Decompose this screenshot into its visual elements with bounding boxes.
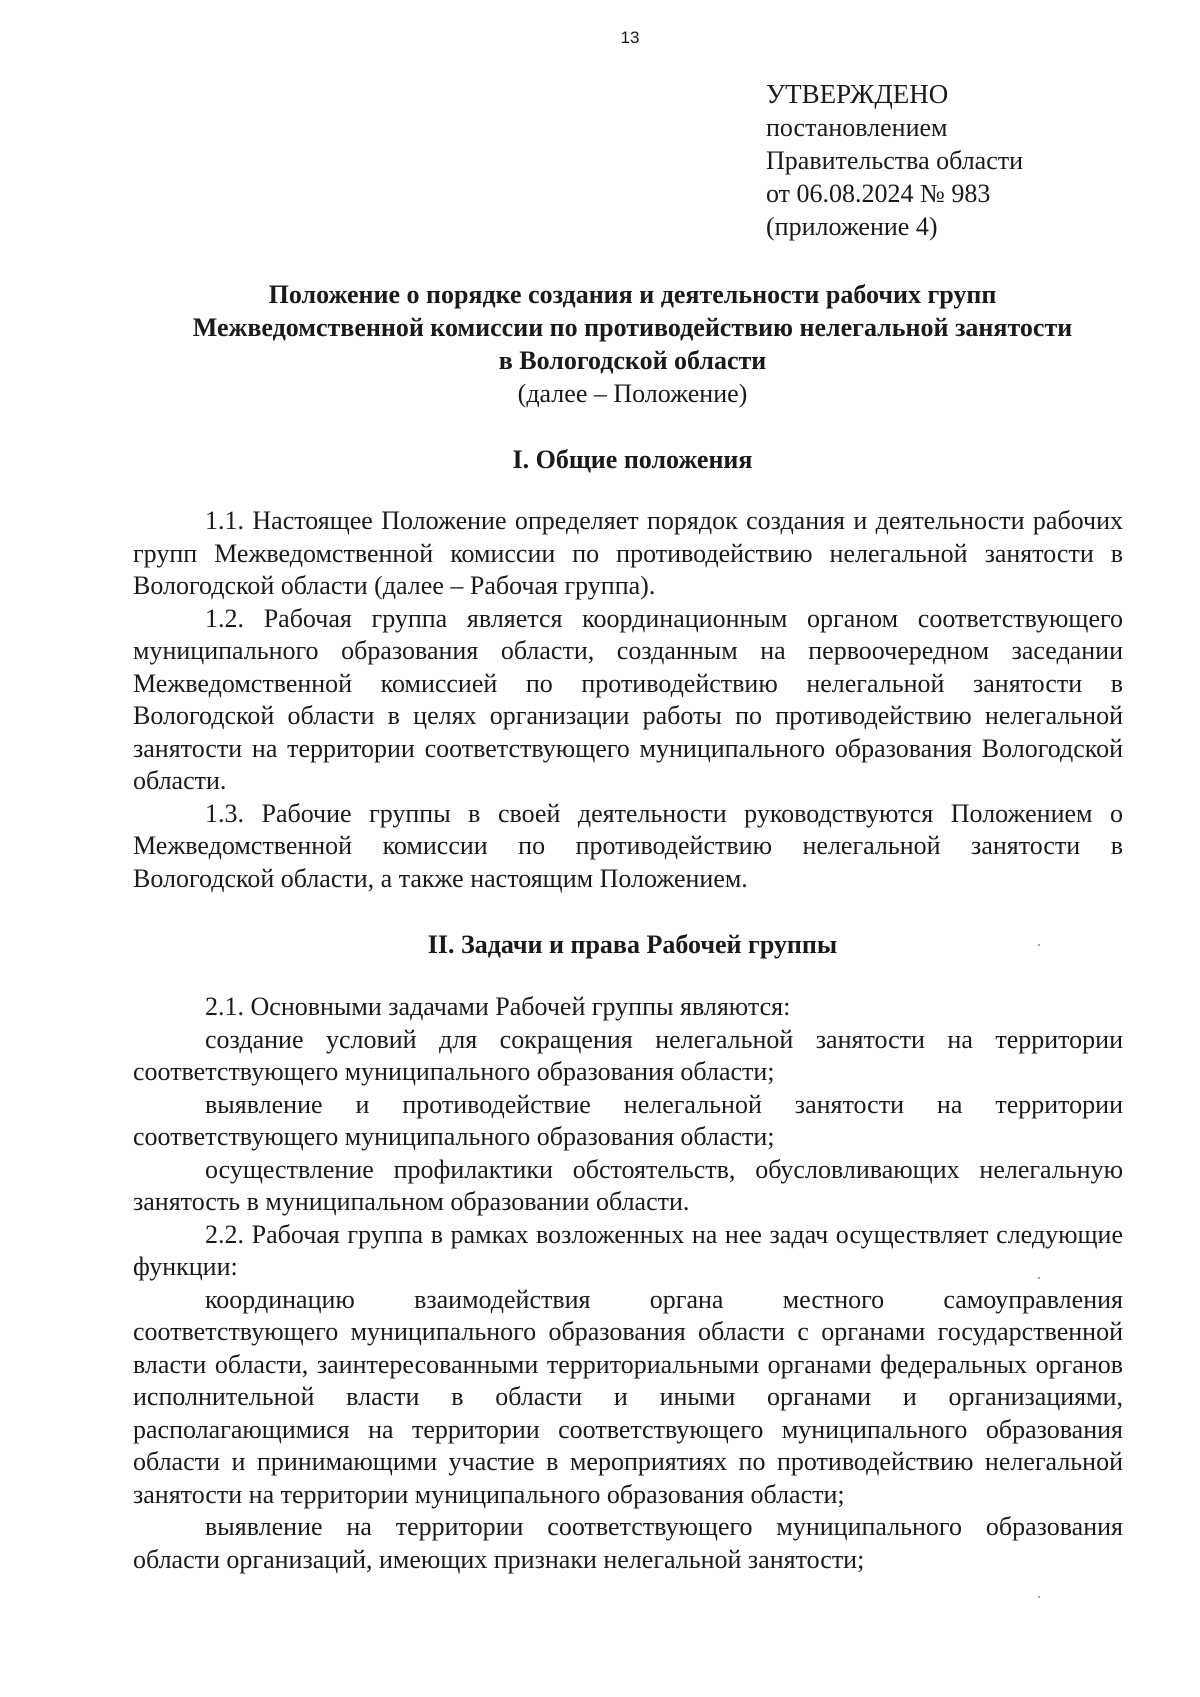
paragraph-1-1: 1.1. Настоящее Положение определяет порядок создания и деятельности рабочих групп Межведомственной комиссии по противодействию нелегальной занятости в Вологодской области (далее – Рабочая группа).: [133, 506, 1123, 600]
section-2-body: [133, 991, 1123, 1576]
title-line-4: (далее – Положение): [517, 379, 748, 408]
section-1-body: [133, 505, 1123, 895]
paragraph-2-1: 2.1. Основными задачами Рабочей группы являются:: [205, 992, 791, 1021]
paragraph-2-2: 2.2. Рабочая группа в рамках возложенных на нее задач осуществляет следующие функции:: [133, 1219, 1123, 1281]
paragraph-1-2: 1.2. Рабочая группа является координационным органом соответствующего муниципального образования области, созданным на первоочередном заседании Межведомственной комиссией по противодействию нелегальной занятости в Вологодской области в целях организации работы по противодействию нелегальной занятости на территории соответствующего муниципального образования Вологодской области.: [133, 603, 1123, 795]
approval-line-appendix: (приложение 4): [766, 212, 938, 241]
paragraph-2-1-task-2: выявление и противодействие нелегальной занятости на территории соответствующего муниципального образования области;: [133, 1089, 1123, 1151]
approval-line-date-number: от 06.08.2024 № 983: [766, 179, 991, 208]
paragraph-2-1-task-1: создание условий для сокращения нелегальной занятости на территории соответствующего муниципального образования области;: [133, 1024, 1123, 1086]
paragraph-2-1-task-3: осуществление профилактики обстоятельств, обусловливающих нелегальную занятость в муниципальном образовании области.: [133, 1154, 1123, 1216]
paragraph-2-2-function-2: выявление на территории соответствующего муниципального образования области организаций, имеющих признаки нелегальной занятости;: [133, 1512, 1123, 1574]
scan-speck: [1038, 1596, 1040, 1598]
section-1-heading: I. Общие положения: [512, 445, 753, 474]
section-2-heading: II. Задачи и права Рабочей группы: [427, 930, 838, 959]
paragraph-1-3: 1.3. Рабочие группы в своей деятельности руководствуются Положением о Межведомственной комиссии по противодействию нелегальной занятости в Вологодской области, а также настоящим Положением.: [133, 798, 1123, 893]
approval-line-approved: УТВЕРЖДЕНО: [766, 79, 949, 109]
page-number: 13: [620, 28, 640, 47]
title-line-2: Межведомственной комиссии по противодействию нелегальной занятости: [192, 313, 1073, 342]
scan-speck: [1038, 1277, 1040, 1279]
title-line-1: Положение о порядке создания и деятельности рабочих групп: [268, 280, 997, 309]
title-line-3: в Вологодской области: [498, 346, 767, 375]
document-title: [120, 278, 1145, 410]
approval-line-government: Правительства области: [766, 146, 1024, 175]
scan-speck: [1038, 944, 1040, 946]
approval-line-resolution: постановлением: [766, 113, 948, 142]
approval-stamp: [766, 78, 1023, 243]
paragraph-2-2-function-1: координацию взаимодействия органа местного самоуправления соответствующего муниципального образования области с органами государственной власти области, заинтересованными территориальными органами федеральных органов исполнительной власти в области и иными органами и организациями, располагающимися на территории соответствующего муниципального образования области и принимающими участие в мероприятиях по противодействию нелегальной занятости на территории муниципального образования области;: [133, 1284, 1123, 1509]
